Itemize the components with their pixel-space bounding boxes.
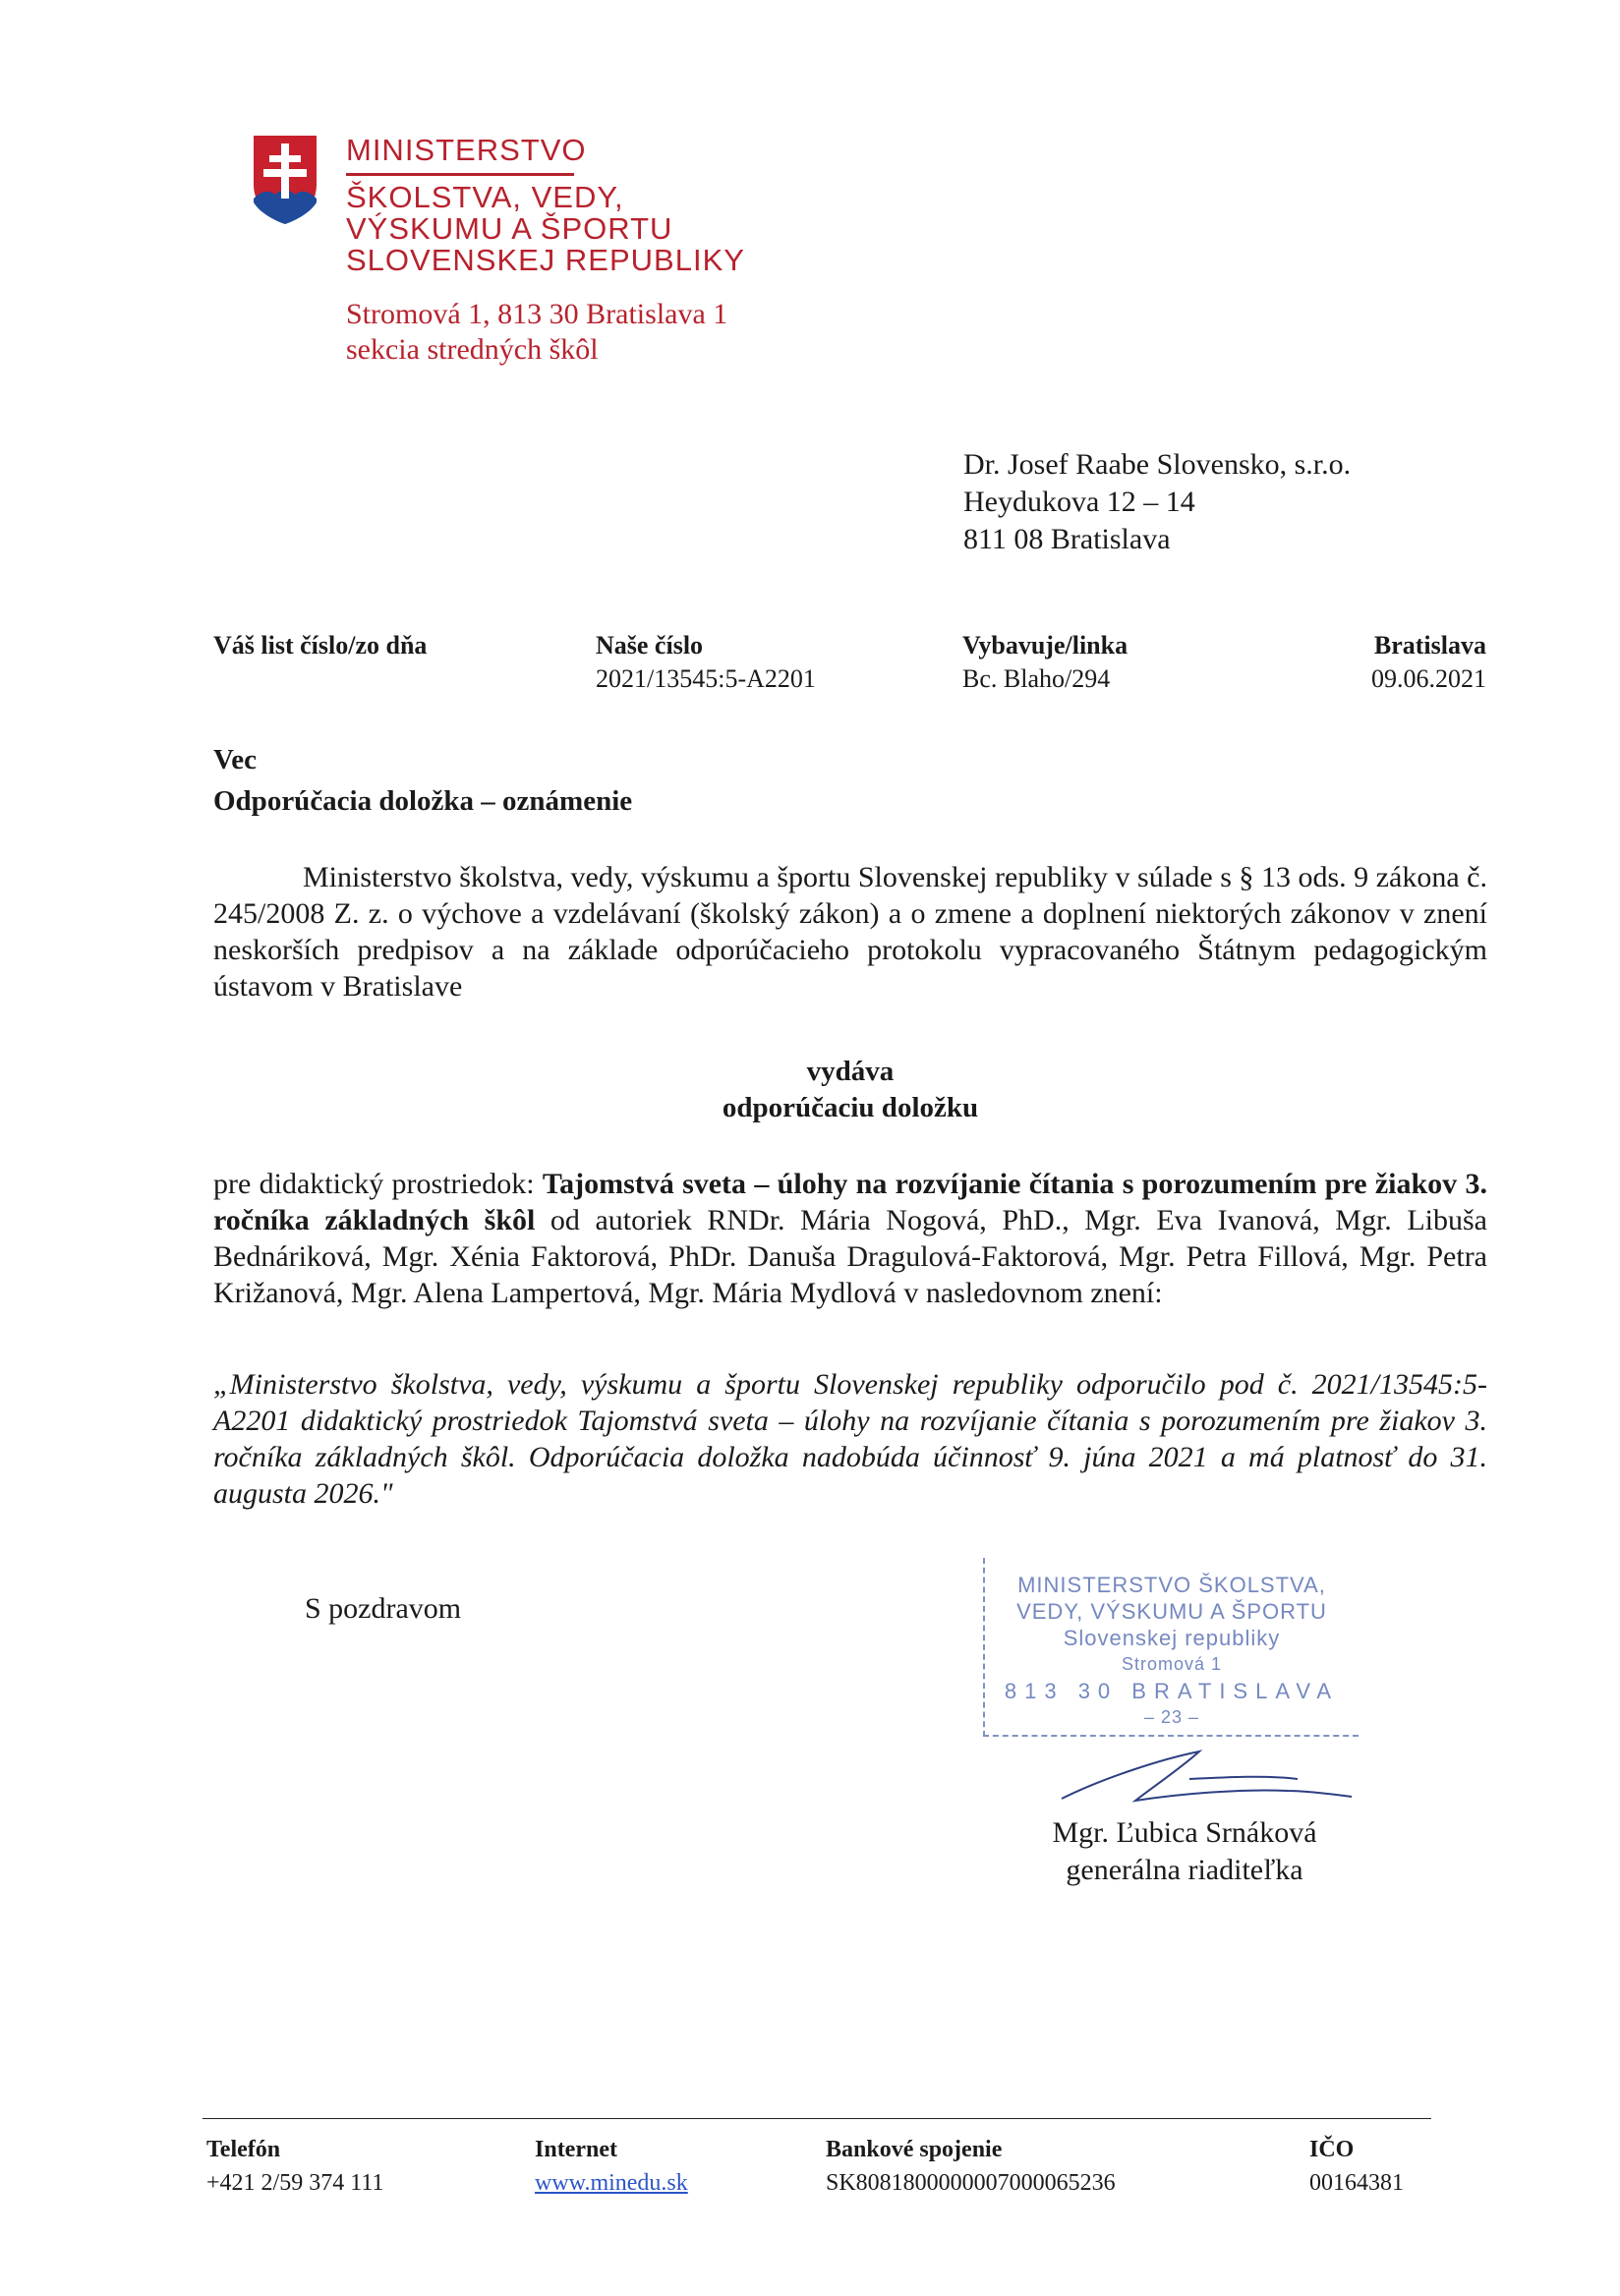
body-paragraph-1: Ministerstvo školstva, vedy, výskumu a športu Slovenskej republiky v súlade s § 13 ods. 9 zákona č. 245/2008 Z. z. o výchove a vzdelávaní (školský zákon) a o zmene a doplnení niektorých zákonov v znení neskorších predpisov a na základe odporúčacieho protokolu vypracovaného Štátnym pedagogickým ústavom v Bratislave: [213, 861, 1487, 1003]
subject-title: Odporúčacia doložka – oznámenie: [213, 785, 633, 817]
footer-ico-value: 00164381: [1309, 2170, 1404, 2196]
subject-block: [213, 739, 632, 822]
issues-heading: [213, 1054, 1487, 1126]
footer-bank-label: Bankové spojenie: [826, 2137, 1003, 2162]
ministry-address: [346, 297, 727, 368]
body-paragraph-2: [213, 1166, 1487, 1311]
slovak-coat-of-arms-icon: [252, 134, 318, 226]
stamp-line6: – 23 –: [1143, 1707, 1200, 1727]
ref-your-letter-label: Váš list číslo/zo dňa: [213, 631, 428, 660]
ministry-name-line1: MINISTERSTVO: [346, 133, 587, 167]
issues-line1: vydáva: [806, 1056, 895, 1087]
address-line1: Stromová 1, 813 30 Bratislava 1: [346, 298, 728, 330]
footer-website-link[interactable]: www.minedu.sk: [535, 2170, 688, 2196]
issues-line2: odporúčaciu doložku: [722, 1092, 979, 1123]
signer-title: generálna riaditeľka: [1066, 1854, 1303, 1886]
ref-handled-by-label: Vybavuje/linka: [962, 631, 1128, 660]
address-line2: sekcia stredných škôl: [346, 333, 599, 366]
signer-block: [1042, 1814, 1327, 1889]
ref-handled-by: [962, 629, 1128, 696]
ref-place-date: [1347, 629, 1486, 696]
handwritten-signature: [1042, 1740, 1357, 1818]
footer-phone-value: +421 2/59 374 111: [206, 2170, 384, 2196]
p2-title: Tajomstvá sveta – úlohy na rozvíjanie čítania s porozumením pre žiakov 3. ročníka základných škôl: [213, 1168, 1487, 1236]
official-stamp: [983, 1558, 1359, 1737]
ref-date: 09.06.2021: [1371, 664, 1486, 693]
ministry-name-line3: VÝSKUMU A ŠPORTU: [346, 211, 673, 246]
ref-our-number-value: 2021/13545:5-A2201: [596, 664, 816, 693]
ref-place: Bratislava: [1373, 631, 1486, 660]
ministry-divider: [346, 173, 574, 176]
p2-prefix: pre didaktický prostriedok:: [213, 1168, 543, 1200]
recipient-address: [963, 446, 1351, 558]
stamp-line2: VEDY, VÝSKUMU A ŠPORTU: [1016, 1599, 1327, 1624]
footer-ico-label: IČO: [1309, 2137, 1355, 2162]
footer-bank: [826, 2133, 1116, 2200]
recipient-street: Heydukova 12 – 14: [963, 486, 1195, 518]
footer-internet-label: Internet: [535, 2137, 617, 2162]
p2-suffix: od autoriek RNDr. Mária Nogová, PhD., Mgr. Eva Ivanová, Mgr. Libuša Bednáriková, Mgr. Xénia Faktorová, PhDr. Danuša Dragulová-Faktorová, Mgr. Petra Fillová, Mgr. Petra Križanová, Mgr. Alena Lampertová, Mgr. Mária Mydlová v nasledovnom znení:: [213, 1204, 1487, 1309]
stamp-line1: MINISTERSTVO ŠKOLSTVA,: [1017, 1573, 1326, 1597]
greeting: S pozdravom: [305, 1592, 462, 1625]
footer-ico: [1309, 2133, 1404, 2200]
recipient-city: 811 08 Bratislava: [963, 523, 1171, 555]
footer-phone-label: Telefón: [206, 2137, 281, 2162]
ref-your-letter: [213, 629, 427, 662]
ref-our-number: [596, 629, 816, 696]
ministry-name-line4: SLOVENSKEJ REPUBLIKY: [346, 243, 745, 277]
footer-phone: [206, 2133, 383, 2200]
signer-name: Mgr. Ľubica Srnáková: [1052, 1816, 1317, 1849]
ref-our-number-label: Naše číslo: [596, 631, 704, 660]
stamp-line3: Slovenskej republiky: [1063, 1626, 1281, 1650]
subject-label: Vec: [213, 744, 258, 775]
stamp-line4: Stromová 1: [1121, 1654, 1223, 1674]
footer-divider: [202, 2118, 1431, 2119]
recipient-name: Dr. Josef Raabe Slovensko, s.r.o.: [963, 448, 1352, 481]
ref-handled-by-value: Bc. Blaho/294: [962, 664, 1111, 693]
ministry-name-line2: ŠKOLSTVA, VEDY,: [346, 180, 624, 214]
footer-internet: [535, 2133, 688, 2200]
body-quote: „Ministerstvo školstva, vedy, výskumu a športu Slovenskej republiky odporučilo pod č. 2021/13545:5-A2201 didaktický prostriedok Tajomstvá sveta – úlohy na rozvíjanie čítania s porozumením pre žiakov 3. ročníka základných škôl. Odporúčacia doložka nadobúda účinnosť 9. júna 2021 a má platnosť do 31. augusta 2026.": [213, 1368, 1487, 1510]
footer-bank-value: SK8081800000007000065236: [826, 2170, 1116, 2196]
stamp-line5: 813 30 BRATISLAVA: [1004, 1679, 1340, 1703]
ministry-name: [346, 132, 745, 276]
